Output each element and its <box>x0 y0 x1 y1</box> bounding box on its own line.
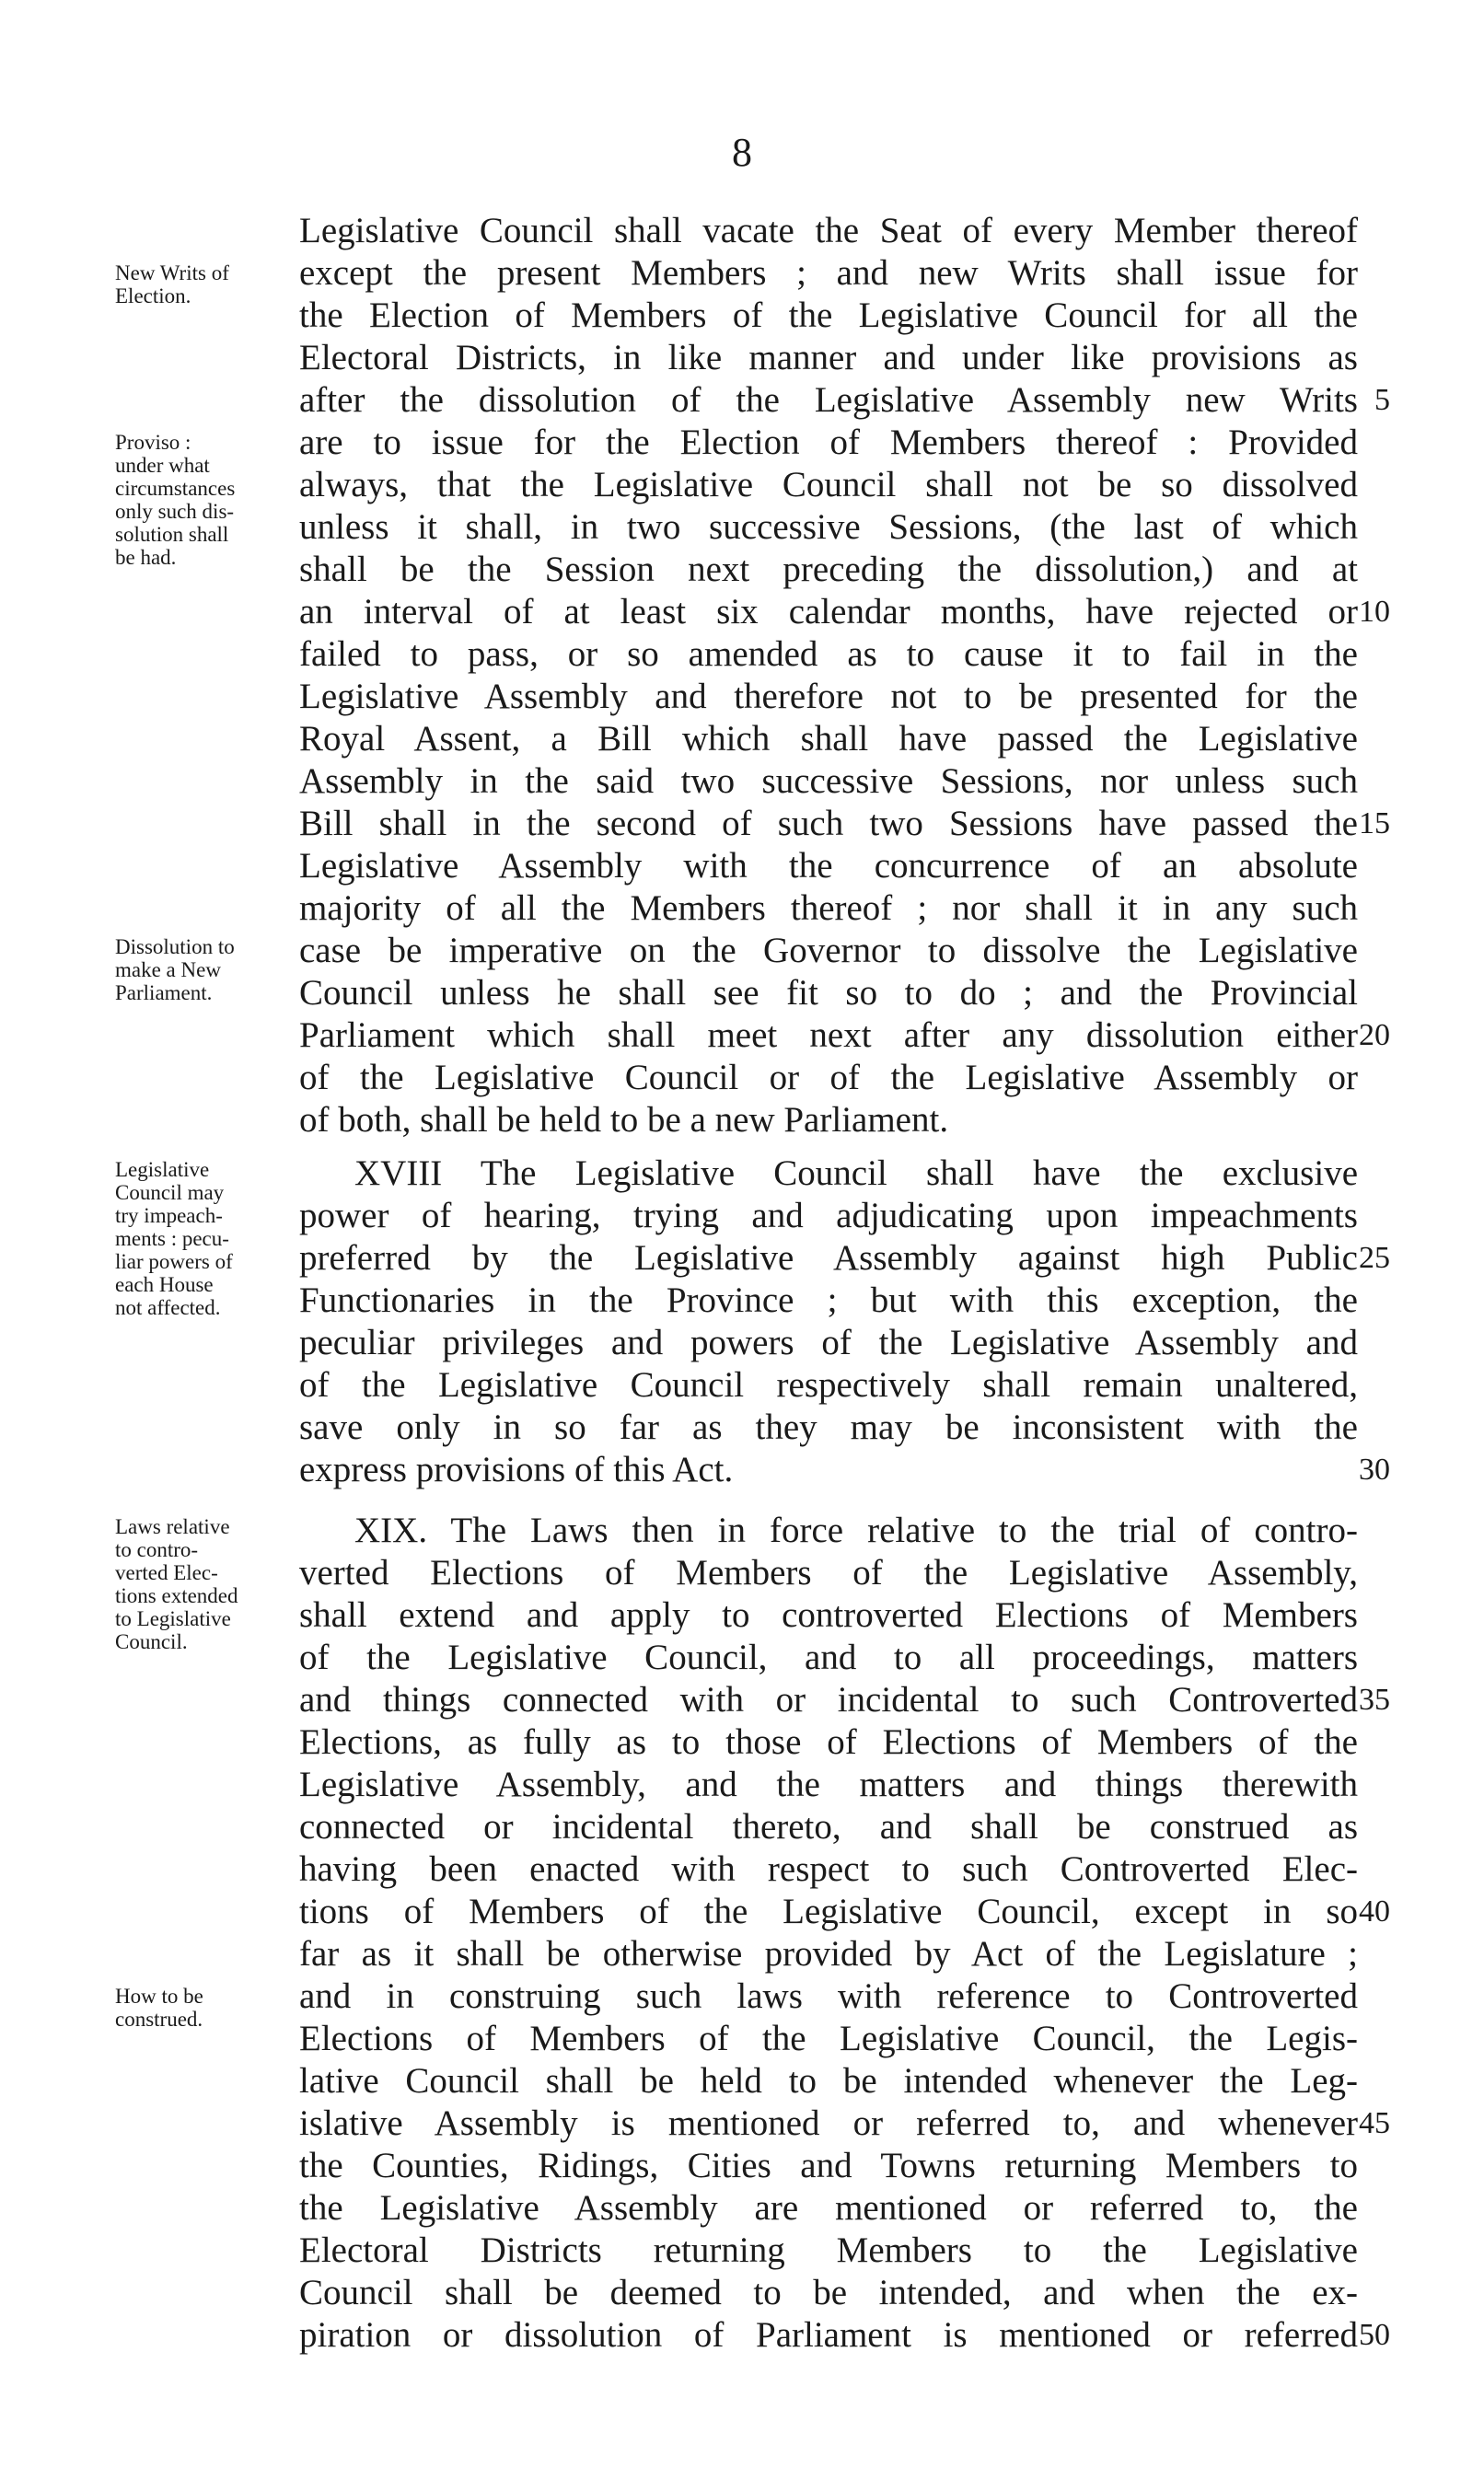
text-line: Legislative Assembly with the concurrence of an absolute <box>299 846 1358 886</box>
margin-note-line: Proviso : <box>115 431 191 454</box>
text-line: except the present Members ; and new Writs shall issue for <box>299 253 1358 293</box>
margin-note-line: Legislative <box>115 1158 210 1181</box>
margin-note-line: How to be <box>115 1985 203 2008</box>
margin-note-line: New Writs of <box>115 261 229 284</box>
margin-note-line: Dissolution to <box>115 935 235 958</box>
text-line: save only in so far as they may be inconsistent with the <box>299 1407 1358 1447</box>
text-line: the Legislative Assembly are mentioned or referred to, the <box>299 2188 1358 2228</box>
text-line: after the dissolution of the Legislative Assembly new Writs <box>299 380 1358 420</box>
text-line: majority of all the Members thereof ; nor shall it in any such <box>299 888 1358 928</box>
text-line: are to issue for the Election of Members thereof : Provided <box>299 423 1358 462</box>
margin-note-line: under what <box>115 454 210 477</box>
text-line: Elections of Members of the Legislative Council, the Legis- <box>299 2019 1358 2058</box>
text-line: connected or incidental thereto, and shall be construed as <box>299 1807 1358 1847</box>
margin-note-line: each House <box>115 1273 214 1296</box>
text-line: lative Council shall be held to be intended whenever the Leg- <box>299 2061 1358 2101</box>
margin-note-line: Parliament. <box>115 981 213 1004</box>
text-line: and in construing such laws with reference to Controverted <box>299 1976 1358 2016</box>
text-line: peculiar privileges and powers of the Legislative Assembly and <box>299 1323 1358 1362</box>
text-line: piration or dissolution of Parliament is mentioned or referred <box>299 2315 1358 2355</box>
text-line: Electoral Districts returning Members to the Legislative <box>299 2230 1358 2270</box>
margin-note-line: ments : pecu- <box>115 1227 229 1250</box>
text-line: unless it shall, in two successive Sessions, (the last of which <box>299 507 1358 547</box>
text-line: Parliament which shall meet next after any dissolution either <box>299 1015 1358 1055</box>
line-number: 45 <box>1359 2106 1390 2140</box>
line-number: 10 <box>1359 595 1390 629</box>
text-line: Council shall be deemed to be intended, and when the ex- <box>299 2273 1358 2312</box>
text-line: Council unless he shall see fit so to do ; and the Provincial <box>299 973 1358 1013</box>
line-number: 20 <box>1359 1018 1390 1052</box>
text-line: of the Legislative Council respectively shall remain unaltered, <box>299 1365 1358 1405</box>
margin-note-line: Council. <box>115 1630 188 1653</box>
margin-note-how-construed <box>115 1985 299 2031</box>
text-line: and things connected with or incidental to such Controverted <box>299 1680 1358 1720</box>
text-line: failed to pass, or so amended as to cause it to fail in the <box>299 634 1358 674</box>
margin-note-controverted-elections <box>115 1515 299 1653</box>
margin-note-line: Laws relative <box>115 1515 230 1538</box>
line-number: 50 <box>1359 2318 1390 2352</box>
text-line: the Election of Members of the Legislative Council for all the <box>299 295 1358 335</box>
margin-note-line: make a New <box>115 958 221 981</box>
margin-note-dissolution <box>115 935 299 1004</box>
margin-note-line: only such dis- <box>115 500 235 523</box>
text-line: Legislative Assembly, and the matters and things therewith <box>299 1765 1358 1804</box>
text-line: far as it shall be otherwise provided by Act of the Legislature ; <box>299 1934 1358 1974</box>
line-number: 25 <box>1359 1241 1390 1275</box>
text-line: shall be the Session next preceding the dissolution,) and at <box>299 550 1358 589</box>
text-line: Functionaries in the Province ; but with this exception, the <box>299 1280 1358 1320</box>
text-line: preferred by the Legislative Assembly against high Public <box>299 1238 1358 1278</box>
text-line: shall extend and apply to controverted Elections of Members <box>299 1595 1358 1635</box>
text-line: Bill shall in the second of such two Sessions have passed the <box>299 804 1358 843</box>
text-line: Electoral Districts, in like manner and under like provisions as <box>299 338 1358 377</box>
text-line: case be imperative on the Governor to dissolve the Legislative <box>299 931 1358 970</box>
line-number: 35 <box>1359 1683 1390 1717</box>
margin-note-line: to contro- <box>115 1538 199 1561</box>
margin-note-line: liar powers of <box>115 1250 233 1273</box>
margin-note-impeachments <box>115 1158 299 1319</box>
text-line: Legislative Council shall vacate the Seat of every Member thereof <box>299 211 1358 250</box>
margin-note-line: not affected. <box>115 1296 221 1319</box>
text-line: Legislative Assembly and therefore not to be presented for the <box>299 677 1358 716</box>
text-line: Assembly in the said two successive Sessions, nor unless such <box>299 761 1358 801</box>
text-line: Royal Assent, a Bill which shall have passed the Legislative <box>299 719 1358 759</box>
text-line: of both, shall be held to be a new Parliament. <box>299 1100 949 1140</box>
text-line: XVIII The Legislative Council shall have the exclusive <box>354 1153 1358 1193</box>
margin-note-line: try impeach- <box>115 1204 223 1227</box>
text-line: power of hearing, trying and adjudicating upon impeachments <box>299 1196 1358 1235</box>
margin-note-line: be had. <box>115 546 177 569</box>
margin-note-proviso <box>115 431 299 569</box>
margin-note-line: Council may <box>115 1181 225 1204</box>
margin-note-line: to Legislative <box>115 1607 231 1630</box>
text-line: always, that the Legislative Council shall not be so dissolved <box>299 465 1358 504</box>
margin-note-line: construed. <box>115 2008 203 2031</box>
line-number: 30 <box>1359 1453 1390 1487</box>
text-line: an interval of at least six calendar months, have rejected or <box>299 592 1358 631</box>
line-number: 40 <box>1359 1894 1390 1929</box>
text-line: Elections, as fully as to those of Elections of Members of the <box>299 1722 1358 1762</box>
page-number: 8 <box>732 130 752 175</box>
text-line: of the Legislative Council, and to all proceedings, matters <box>299 1638 1358 1677</box>
line-number: 5 <box>1374 383 1390 417</box>
text-line: having been enacted with respect to such Controverted Elec- <box>299 1849 1358 1889</box>
text-line: of the Legislative Council or of the Legislative Assembly or <box>299 1058 1358 1097</box>
line-number: 15 <box>1359 806 1390 840</box>
margin-note-new-writs <box>115 261 299 307</box>
text-line: express provisions of this Act. <box>299 1450 734 1489</box>
margin-note-line: verted Elec- <box>115 1561 218 1584</box>
text-line: islative Assembly is mentioned or referred to, and whenever <box>299 2103 1358 2143</box>
margin-note-line: tions extended <box>115 1584 238 1607</box>
text-line: the Counties, Ridings, Cities and Towns returning Members to <box>299 2146 1358 2185</box>
text-line: tions of Members of the Legislative Council, except in so <box>299 1892 1358 1931</box>
margin-note-line: circumstances <box>115 477 236 500</box>
margin-note-line: solution shall <box>115 523 229 546</box>
text-line: verted Elections of Members of the Legislative Assembly, <box>299 1553 1358 1593</box>
margin-note-line: Election. <box>115 284 191 307</box>
text-line: XIX. The Laws then in force relative to the trial of contro- <box>354 1511 1358 1550</box>
